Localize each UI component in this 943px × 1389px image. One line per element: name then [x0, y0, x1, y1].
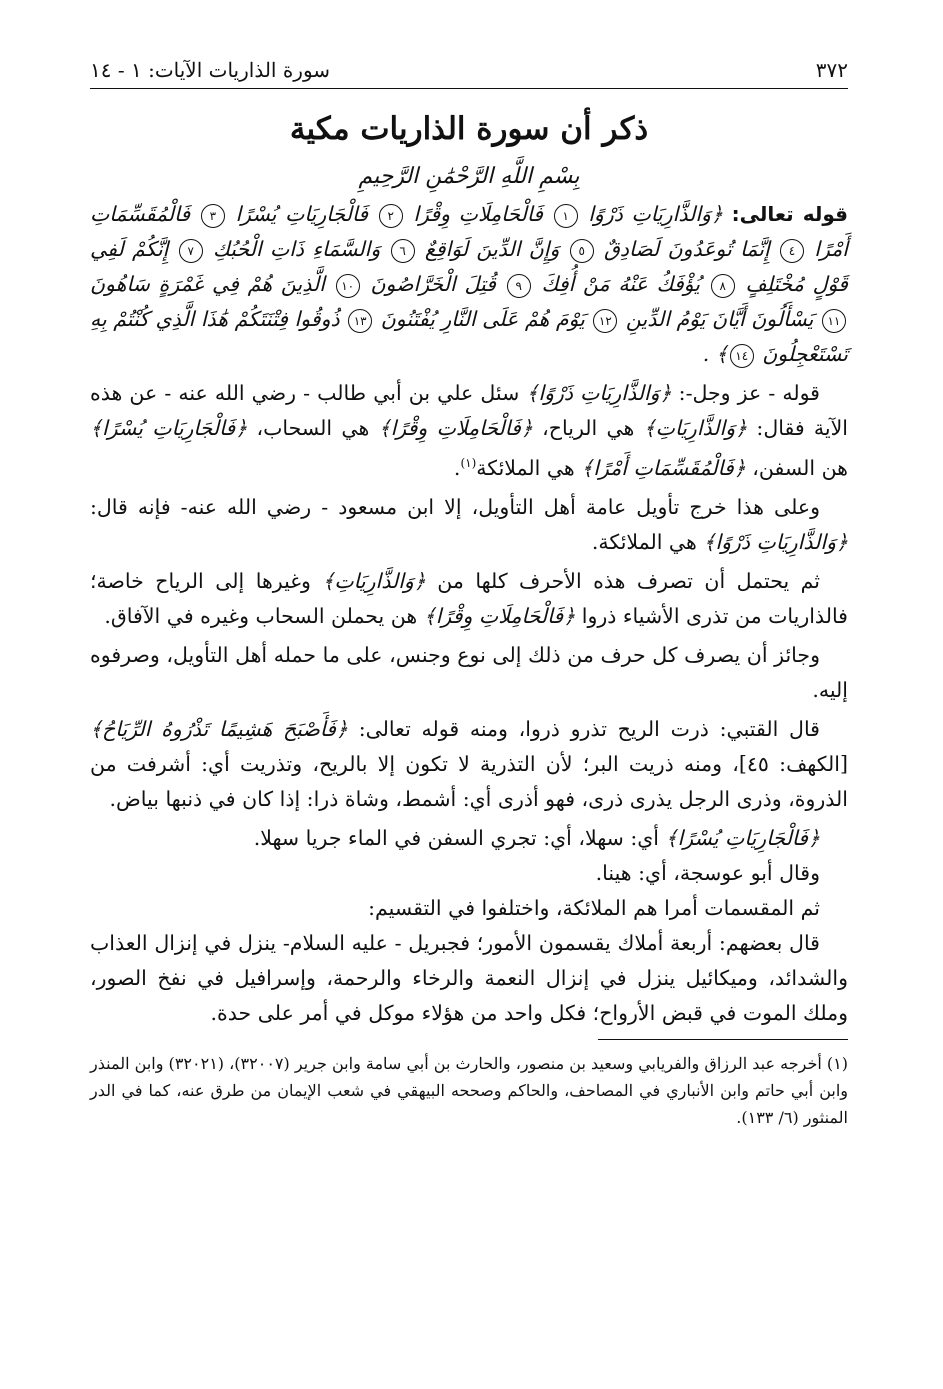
- paragraph-text: هي السحاب،: [256, 416, 370, 440]
- verse-text: وَالسَّمَاءِ ذَاتِ الْحُبُكِ: [213, 237, 381, 261]
- paragraph-text: هي الملائكة: [476, 455, 575, 480]
- paragraph-text: قال القتبي: ذرت الريح تذرو ذروا، ومنه قوله تعالى:: [358, 716, 820, 741]
- paragraph: [90, 856, 848, 891]
- paragraph: [90, 926, 848, 1031]
- paragraph-text: هي الملائكة.: [591, 529, 697, 554]
- ayah-number-marker: ٩: [507, 274, 531, 298]
- quran-quote: ﴿فَأَصْبَحَ هَشِيمًا تَذْرُوهُ الرِّيَاحُ﴾: [90, 716, 348, 741]
- verse-text: فَالْحَامِلَاتِ وِقْرًا: [413, 202, 543, 226]
- quran-quote: ﴿فَالْجَارِيَاتِ يُسْرًا﴾: [665, 825, 820, 850]
- verse-text: فَالْجَارِيَاتِ يُسْرًا: [235, 202, 369, 226]
- paragraph-text: وغيرها إلى الرياح خاصة؛ فالذاريات من تذرى الأشياء ذروا: [90, 568, 848, 628]
- verse-text: ذُوقُوا فِتْنَتَكُمْ هَٰذَا الَّذِي كُنْتُمْ بِهِ تَسْتَعْجِلُونَ: [90, 307, 848, 366]
- quran-quote: ﴿فَالْحَامِلَاتِ وِقْرًا﴾: [423, 603, 576, 628]
- verse-text: يَسْأَلُونَ أَيَّانَ يَوْمُ الدِّينِ: [625, 307, 814, 331]
- commentary-body: [90, 376, 848, 1031]
- ayah-number-marker: ٤: [780, 239, 804, 263]
- paragraph-text: سئل علي بن أبي طالب - رضي الله عنه - عن هذه الآية فقال:: [90, 381, 848, 440]
- paragraph-text: [الكهف: ٤٥]، ومنه ذريت البر؛ لأن التذرية لا تكون إلا بالريح، وتذريت أي: أشرفت من الذروة، وذرى الرجل يذرى ذرى، فهو أذرى أي: أشمط، وشاة ذرا: إذا كان في ذنبها بياض.: [90, 751, 848, 811]
- ayah-number-marker: ١٠: [336, 274, 360, 298]
- quran-quote: ﴿فَالْمُقَسِّمَاتِ أَمْرًا﴾: [581, 455, 746, 480]
- ayah-number-marker: ٧: [179, 239, 203, 263]
- running-header: [90, 52, 848, 89]
- ayah-number-marker: ٢: [379, 204, 403, 228]
- verse-text: يُؤْفَكُ عَنْهُ مَنْ أُفِكَ: [541, 272, 700, 296]
- quran-quote: ﴿وَالذَّارِيَاتِ ذَرْوًا﴾: [526, 381, 672, 405]
- paragraph-text: قال بعضهم: أربعة أملاك يقسمون الأمور؛ فجبريل - عليه السلام- ينزل في إنزال العذاب والشدائد، وميكائيل ينزل في إنزال النعمة والرخاء والرحمة، وإسرافيل في نفخ الصور، وملك الموت في قبض الأرواح؛ فكل واحد من هؤلاء موكل في أمر على حدة.: [90, 930, 848, 1025]
- footnote-marker: (١): [826, 1053, 848, 1073]
- page-number: ٣٧٢: [815, 58, 848, 82]
- paragraph-text: هي الرياح،: [542, 416, 635, 440]
- ayah-number-marker: ٨: [711, 274, 735, 298]
- verse-text: إِنَّمَا تُوعَدُونَ لَصَادِقٌ: [604, 237, 770, 261]
- paragraph: [90, 891, 848, 926]
- section-title: ذكر أن سورة الذاريات مكية: [289, 111, 649, 147]
- paragraph-text: قوله - عز وجل-:: [678, 381, 820, 405]
- paragraph-text: ثم المقسمات أمرا هم الملائكة، واختلفوا في التقسيم:: [368, 895, 820, 920]
- footnote-divider: [598, 1039, 848, 1040]
- quran-quote: ﴿وَالذَّارِيَاتِ﴾: [322, 568, 426, 593]
- document-page: [90, 52, 848, 1131]
- paragraph-text: وعلى هذا خرج تأويل عامة أهل التأويل، إلا ابن مسعود - رضي الله عنه- فإنه قال:: [90, 494, 820, 519]
- paragraph: [90, 490, 848, 560]
- verse-text: الَّذِينَ هُمْ فِي غَمْرَةٍ سَاهُونَ: [90, 272, 325, 296]
- paragraph-text: ثم يحتمل أن تصرف هذه الأحرف كلها من: [437, 568, 820, 593]
- paragraph: [90, 638, 848, 708]
- paragraph-text: .: [453, 455, 461, 480]
- verse-close-bracket: ﴾ .: [702, 342, 728, 366]
- paragraph-text: هن السفن،: [752, 455, 848, 480]
- verse-text: وَالذَّارِيَاتِ ذَرْوًا: [588, 202, 711, 226]
- quran-quote: ﴿فَالْجَارِيَاتِ يُسْرًا﴾: [90, 416, 248, 440]
- verse-text: إِنَّكُمْ لَفِي قَوْلٍ مُخْتَلِفٍ: [90, 237, 848, 296]
- ayah-number-marker: ٣: [201, 204, 225, 228]
- paragraph: [90, 712, 848, 817]
- ayah-number-marker: ١٤: [730, 344, 754, 368]
- basmala: بِسْمِ اللَّهِ الرَّحْمَٰنِ الرَّحِيمِ: [358, 164, 580, 189]
- quran-quote: ﴿فَالْحَامِلَاتِ وِقْرًا﴾: [378, 416, 533, 440]
- ayah-number-marker: ٥: [570, 239, 594, 263]
- paragraph: [90, 821, 848, 856]
- verse-text: وَإِنَّ الدِّينَ لَوَاقِعٌ: [424, 237, 560, 261]
- ayah-number-marker: ١: [554, 204, 578, 228]
- ayah-number-marker: ١٣: [348, 309, 372, 333]
- quran-quote: ﴿وَالذَّارِيَاتِ﴾: [643, 416, 748, 440]
- paragraph-text: وقال أبو عوسجة، أي: هينا.: [595, 860, 820, 885]
- verse-text: يَوْمَ هُمْ عَلَى النَّارِ يُفْتَنُونَ: [380, 307, 585, 331]
- quran-quote: ﴿وَالذَّارِيَاتِ ذَرْوًا﴾: [703, 529, 848, 554]
- ayah-number-marker: ٦: [391, 239, 415, 263]
- paragraph: [90, 564, 848, 634]
- paragraph-text: أي: سهلا، أي: تجري السفن في الماء جريا سهلا.: [253, 825, 659, 850]
- verse-open-bracket: ﴿: [710, 202, 723, 226]
- ayah-number-marker: ١٢: [593, 309, 617, 333]
- paragraph-text: هن يحملن السحاب وغيره في الآفاق.: [104, 603, 418, 628]
- paragraph: [90, 376, 848, 486]
- paragraph-text: وجائز أن يصرف كل حرف من ذلك إلى نوع وجنس، على ما حمله أهل التأويل، وصرفوه إليه.: [90, 642, 848, 702]
- verse-block: [90, 197, 848, 372]
- verse-text: قُتِلَ الْخَرَّاصُونَ: [370, 272, 496, 296]
- running-title: سورة الذاريات الآيات: ١ - ١٤: [90, 58, 331, 82]
- footnote-reference[interactable]: (١): [460, 456, 477, 470]
- verse-intro: قوله تعالى:: [731, 202, 848, 226]
- footnotes: [90, 1050, 848, 1131]
- verse-text: فَالْمُقَسِّمَاتِ أَمْرًا: [90, 202, 848, 261]
- ayah-number-marker: ١١: [822, 309, 846, 333]
- footnote-text: أخرجه عبد الرزاق والفريابي وسعيد بن منصور، والحارث بن أبي سامة وابن جرير (٣٢٠٠٧)، (٣٢٠٢١) وابن المنذر وابن أبي حاتم وابن الأنباري في المصاحف، والحاكم وصححه البيهقي في شعب الإيمان من طرق عنه، كما في الدر المنثور (٦/ ١٣٣).: [90, 1053, 849, 1127]
